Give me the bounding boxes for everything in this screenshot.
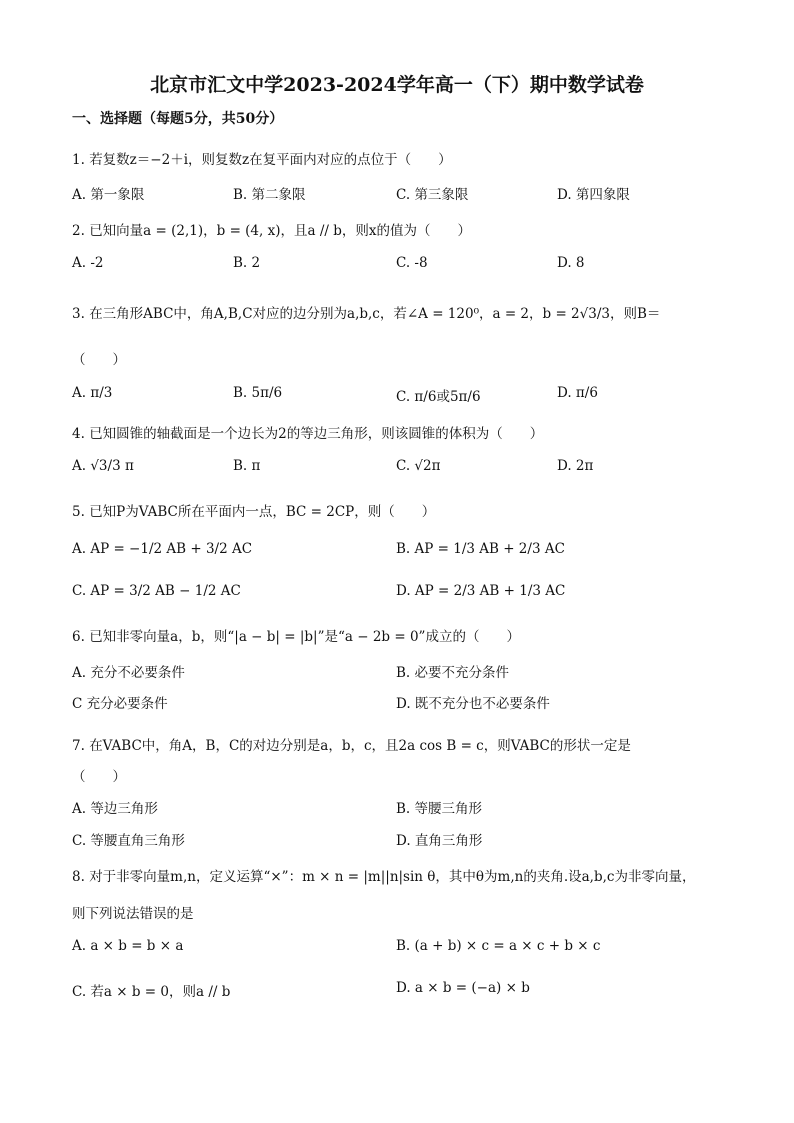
question-number: 8. — [72, 869, 85, 885]
question-7-bracket: （ ） — [72, 769, 126, 785]
question-text: 已知P为VABC所在平面内一点，BC = 2CP，则（ ） — [89, 504, 436, 520]
option-c: C. √2π — [396, 458, 441, 474]
option-c: C. 若a × b = 0，则a // b — [72, 984, 231, 1000]
option-a: A. 充分不必要条件 — [72, 665, 185, 681]
question-text: 在VABC中，角A，B，C的对边分别是a，b，c，且2a cos B = c，则VABC的形状一定是 — [89, 738, 631, 754]
question-text: 对于非零向量m,n，定义运算“×”：m × n = |m||n|sin θ，其中θ为m,n的夹角.设a,b,c为非零向量， — [89, 869, 696, 885]
question-number: 4. — [72, 426, 85, 442]
option-c: C. 第三象限 — [396, 187, 469, 203]
question-6 — [72, 625, 520, 645]
question-number: 3. — [72, 306, 85, 322]
option-b: B. 等腰三角形 — [396, 801, 483, 817]
question-text: 若复数z＝−2＋i，则复数z在复平面内对应的点位于（ ） — [89, 152, 452, 168]
option-b: B. 必要不充分条件 — [396, 665, 510, 681]
option-c: C. AP = 3/2 AB − 1/2 AC — [72, 583, 241, 599]
question-4 — [72, 422, 543, 442]
section-heading: 一、选择题（每题5分，共50分） — [72, 111, 284, 127]
option-d: D. 8 — [557, 255, 585, 271]
option-c: C. 等腰直角三角形 — [72, 833, 185, 849]
question-text: 已知圆锥的轴截面是一个边长为2的等边三角形，则该圆锥的体积为（ ） — [89, 426, 544, 442]
option-a: A. √3/3 π — [72, 458, 134, 474]
option-d: D. 既不充分也不必要条件 — [396, 696, 550, 712]
option-b: B. 2 — [233, 255, 261, 271]
question-8-continuation: 则下列说法错误的是 — [72, 906, 194, 922]
question-1 — [72, 148, 452, 168]
question-7 — [72, 734, 631, 754]
option-d: D. 2π — [557, 458, 594, 474]
option-a: A. π/3 — [72, 385, 113, 401]
question-text: 在三角形ABC中，角A,B,C对应的边分别为a,b,c，若∠A = 120⁰，a = 2，b = 2√3/3，则B＝ — [89, 306, 661, 322]
option-a: A. a × b = b × a — [72, 938, 184, 954]
question-2 — [72, 219, 471, 239]
option-b: B. π — [233, 458, 261, 474]
page-title: 北京市汇文中学2023-2024学年高一（下）期中数学试卷 — [150, 74, 644, 96]
question-number: 2. — [72, 223, 85, 239]
option-c: C. π/6或5π/6 — [396, 389, 481, 405]
question-8 — [72, 865, 695, 885]
option-c: C 充分必要条件 — [72, 696, 168, 712]
question-number: 7. — [72, 738, 85, 754]
option-b: B. AP = 1/3 AB + 2/3 AC — [396, 541, 565, 557]
option-a: A. 第一象限 — [72, 187, 145, 203]
option-d: D. a × b = (−a) × b — [396, 980, 530, 996]
question-number: 1. — [72, 152, 85, 168]
option-d: D. 第四象限 — [557, 187, 630, 203]
option-b: B. (a + b) × c = a × c + b × c — [396, 938, 601, 954]
option-b: B. 5π/6 — [233, 385, 283, 401]
option-d: D. 直角三角形 — [396, 833, 483, 849]
option-b: B. 第二象限 — [233, 187, 306, 203]
question-3-bracket: （ ） — [72, 352, 126, 368]
question-number: 5. — [72, 504, 85, 520]
option-c: C. -8 — [396, 255, 428, 271]
option-a: A. 等边三角形 — [72, 801, 158, 817]
question-3 — [72, 302, 660, 322]
question-number: 6. — [72, 629, 85, 645]
option-d: D. π/6 — [557, 385, 598, 401]
question-text: 已知非零向量a，b，则“|a − b| = |b|”是“a − 2b = 0”成立的（ ） — [89, 629, 520, 645]
question-5 — [72, 500, 435, 520]
option-a: A. -2 — [72, 255, 104, 271]
question-text: 已知向量a = (2,1)，b = (4, x)，且a // b，则x的值为（ ） — [89, 223, 471, 239]
option-a: A. AP = −1/2 AB + 3/2 AC — [72, 541, 253, 557]
option-d: D. AP = 2/3 AB + 1/3 AC — [396, 583, 566, 599]
